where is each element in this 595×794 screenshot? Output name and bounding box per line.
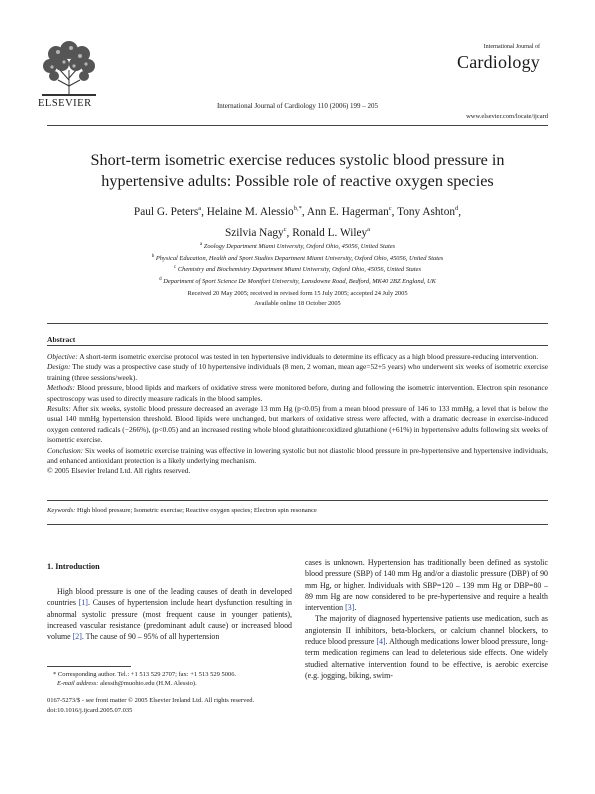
abstract-heading: Abstract	[47, 335, 76, 344]
affiliations	[40, 240, 555, 287]
affiliation-text: Chemistry and Biochemistry Department Miami University, Oxford Ohio, 45056, United States	[177, 266, 421, 274]
author-sep: ,	[301, 205, 307, 218]
author-name: Ronald L. Wiley	[292, 226, 368, 239]
author-sep: ,	[286, 226, 293, 239]
article-title	[40, 150, 555, 192]
author-sup: d	[455, 205, 459, 212]
affiliation-sup: a	[199, 242, 203, 247]
journal-citation: International Journal of Cardiology 110 (2006) 199 – 205	[216, 102, 379, 110]
abstract-text: Blood pressure, blood lipids and markers of oxidative stress were monitored before, during and following the isometric intervention. Electron spin resonance spectroscopy was used to directly measure radicals in the blood samples.	[47, 383, 548, 403]
abstract-top-divider	[47, 323, 548, 324]
email-label: E-mail address:	[57, 680, 99, 688]
body-text: cases is unknown. Hypertension has traditionally been defined as systolic blood pressure (SBP) of 140 mm Hg and/or a diastolic pressure (DBP) of 90 mm Hg, or higher. Individuals with SBP=120 – 139 mm Hg or DBP=80 – 89 mm Hg are now considered to be pre-hypertensive and require a health intervention	[305, 558, 548, 613]
footnote-divider	[47, 666, 131, 667]
abstract-conclusion	[47, 446, 548, 467]
footnote-contact: * Corresponding author. Tel.: +1 513 529 2707; fax: +1 513 529 5006.	[53, 671, 237, 678]
affiliation-text: Zoology Department Miami University, Oxford Ohio, 45056, United States	[203, 243, 396, 251]
received-date: Received 20 May 2005; received in revised form 15 July 2005; accepted 24 July 2005	[187, 290, 408, 297]
corresponding-author-footnote	[47, 670, 292, 689]
abstract-text: A short-term isometric exercise protocol was tested in ten hypertensive individuals to determine its efficacy as a high blood pressure-reducing intervention.	[77, 352, 539, 361]
affiliation	[40, 263, 555, 275]
abstract-body	[47, 352, 548, 477]
journal-logo	[450, 44, 550, 104]
intro-paragraph	[47, 586, 292, 642]
abstract-text: After six weeks, systolic blood pressure decreased an average 13 mm Hg (p<0.05) from a mean blood pressure of 146 to 133 mmHg, a level that is below the usual 140 mmHg hypertension threshold. Blood lipids were unchanged, but markers of oxidative stress were affected, with a dramatic decrease in exercise-induced oxygen centered radicals (−266%), (p<0.05) and an increased resting whole blood glutathione:oxidized glutathione (+61%) in hypertensive adults following six weeks of isometric exercise.	[47, 404, 548, 445]
abstract-methods	[47, 383, 548, 404]
author-sup: a	[367, 225, 371, 233]
author-name: Helaine M. Alessio	[206, 205, 294, 218]
publisher-name: ELSEVIER	[38, 98, 92, 109]
abstract-text: Six weeks of isometric exercise training was effective in lowering systolic but not diastolic blood pressure in pre-hypertensive and hypertensive individuals, and enhanced antioxidant protection is a likely underlying mechanism.	[47, 445, 548, 466]
doi-line[interactable]: doi:10.1016/j.ijcard.2005.07.035	[47, 706, 133, 714]
body-text: . Causes of hypertension include heart dysfunction resulting in abnormal systolic pressure (most frequent cause in younger patients), increased vascular resistance (predominant adult cause) or increased blood volume	[47, 598, 292, 642]
author-sup: c	[283, 225, 287, 233]
footnote-email	[47, 679, 292, 688]
issn-line: 0167-5273/$ - see front matter © 2005 Elsevier Ireland Ltd. All rights reserved.	[47, 697, 255, 704]
keywords-divider	[47, 500, 548, 501]
affiliation-text: Physical Education, Health and Sport Studies Department Miami University, Oxford Ohio, 45056, United States	[155, 254, 444, 262]
author-name: Ann E. Hagerman	[306, 205, 389, 218]
abstract-heading-divider	[47, 345, 548, 346]
header-divider	[47, 125, 548, 126]
author-line-1	[40, 200, 555, 221]
elsevier-tree-logo	[38, 40, 100, 106]
affiliation-sup: d	[159, 277, 162, 283]
body-text: High blood pressure is one of the leading causes of death in developed countries	[47, 587, 292, 608]
author-sup: a	[198, 205, 202, 212]
author-name: Paul G. Peters	[133, 205, 199, 218]
front-divider	[47, 524, 548, 525]
abstract-label: Design:	[47, 362, 71, 372]
available-date: Available online 18 October 2005	[254, 299, 341, 307]
reference-link[interactable]: [3]	[345, 603, 355, 613]
front-matter	[47, 696, 254, 715]
abstract-label: Conclusion:	[47, 445, 84, 455]
author-sup: b,*	[293, 205, 302, 212]
reference-link[interactable]: [4]	[376, 637, 386, 647]
affiliation-text: Department of Sport Science De Montfort University, Lansdowne Road, Bedford, MK40 2BZ England, UK	[163, 278, 436, 286]
author-sep: ,	[391, 205, 398, 218]
email-address[interactable]: alessih@muohio.edu (H.M. Alessio).	[98, 680, 197, 688]
intro-paragraph	[305, 613, 548, 681]
affiliation	[40, 240, 555, 252]
author-sep: ,	[201, 205, 207, 218]
abstract-objective	[47, 352, 548, 362]
journal-logo-small-text: International Journal of	[483, 44, 540, 50]
author-list	[40, 200, 555, 242]
affiliation-sup: b	[151, 253, 155, 259]
abstract-results	[47, 404, 548, 446]
abstract-design	[47, 362, 548, 383]
title-line-1: Short-term isometric exercise reduces systolic blood pressure in	[90, 151, 505, 169]
article-dates	[40, 289, 555, 308]
left-column	[47, 586, 292, 642]
keywords	[47, 507, 317, 514]
author-line-2	[40, 221, 555, 242]
keywords-text: High blood pressure; Isometric exercise; Reactive oxygen species; Electron spin resonance	[75, 507, 317, 514]
journal-url[interactable]: www.elsevier.com/locate/ijcard	[466, 113, 548, 120]
right-column	[305, 557, 548, 681]
body-text: The majority of diagnosed hypertensive patients use medication, such as angiotensin II inhibitors, beta-blockers, or calcium channel blockers, to reduce blood pressure	[305, 614, 548, 647]
reference-link[interactable]: [1]	[78, 598, 88, 608]
body-text: . The cause of 90 – 95% of all hypertension	[81, 632, 220, 642]
body-text: .	[354, 603, 357, 613]
body-text: . Although medications lower blood pressure, long-term medication regimens can lead to deleterious side effects. One widely studied alternative intervention found to be effective, is aerobic exercise (e.g. jogging, biking, swim-	[305, 637, 548, 680]
reference-link[interactable]: [2]	[72, 632, 82, 642]
abstract-label: Methods:	[47, 383, 75, 393]
affiliation	[40, 275, 555, 287]
author-sup: c	[388, 205, 392, 212]
author-name: Tony Ashton	[397, 205, 455, 218]
affiliation-sup: c	[174, 265, 177, 271]
keywords-label: Keywords:	[47, 507, 76, 514]
affiliation	[40, 252, 555, 264]
title-line-2: hypertensive adults: Possible role of reactive oxygen species	[101, 172, 494, 190]
intro-paragraph	[305, 557, 548, 613]
author-sep: ,	[458, 205, 462, 218]
abstract-label: Results:	[47, 404, 71, 414]
journal-logo-title: Cardiology	[457, 52, 540, 72]
abstract-copyright: © 2005 Elsevier Ireland Ltd. All rights reserved.	[47, 466, 191, 476]
author-name: Szilvia Nagy	[224, 226, 284, 239]
abstract-label: Objective:	[47, 352, 78, 361]
section-heading-introduction: 1. Introduction	[47, 562, 100, 571]
abstract-text: The study was a prospective case study of 10 hypertensive individuals (8 men, 2 woman, mean age=52+5 years) who underwent six weeks of isometric exercise training (three sessions/week).	[47, 362, 548, 382]
